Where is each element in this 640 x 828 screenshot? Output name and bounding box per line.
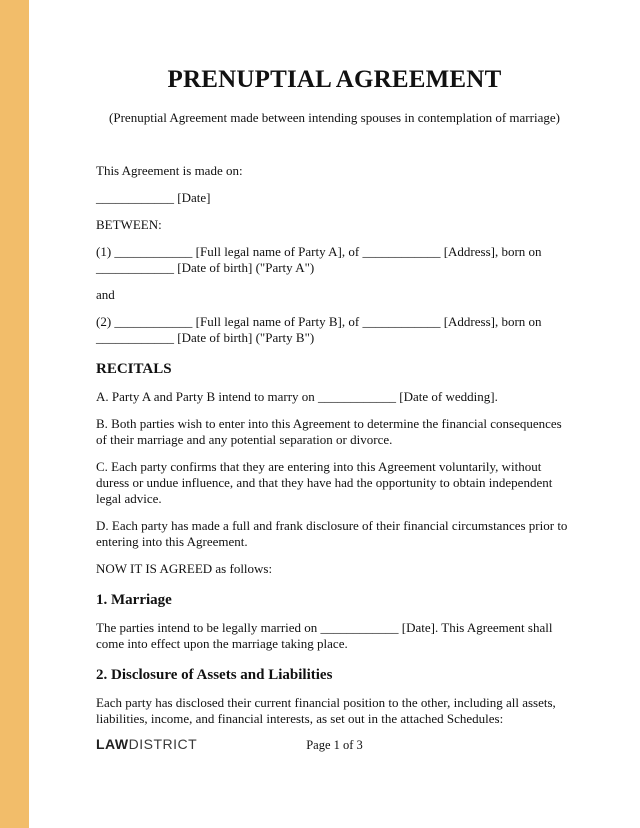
section-2-heading: 2. Disclosure of Assets and Liabilities	[96, 667, 333, 683]
document-page	[29, 0, 640, 828]
document-subtitle: (Prenuptial Agreement made between intending spouses in contemplation of marriage)	[109, 110, 560, 125]
recital-b: B. Both parties wish to enter into this Agreement to determine the financial consequences of their marriage and any potential separation or divorce.	[96, 416, 562, 447]
between-label: BETWEEN:	[96, 217, 162, 232]
section-1-text: The parties intend to be legally married on ____________ [Date]. This Agreement shall come into effect upon the marriage taking place.	[96, 620, 553, 651]
section-1-heading: 1. Marriage	[96, 592, 172, 608]
recital-d: D. Each party has made a full and frank disclosure of their financial circumstances prior to entering into this Agreement.	[96, 518, 568, 549]
and-label: and	[96, 287, 115, 302]
recitals-heading: RECITALS	[96, 361, 172, 377]
lawdistrict-logo: LAWDISTRICT	[96, 736, 198, 752]
section-2-text: Each party has disclosed their current financial position to the other, including all assets, liabilities, income, and financial interests, as set out in the attached Schedules:	[96, 695, 556, 726]
document-title: PRENUPTIAL AGREEMENT	[167, 66, 502, 93]
document-body	[96, 163, 571, 727]
page-number: Page 1 of 3	[306, 738, 363, 752]
recital-c: C. Each party confirms that they are entering into this Agreement voluntarily, without duress or undue influence, and that they have had the opportunity to obtain independent legal advice.	[96, 459, 553, 506]
side-accent-bar	[0, 0, 29, 828]
agreed-text: NOW IT IS AGREED as follows:	[96, 561, 273, 576]
party-b-text: (2) ____________ [Full legal name of Party B], of ____________ [Address], born on ____________ [Date of birth] ("Party B")	[96, 314, 542, 345]
made-on-text: This Agreement is made on:	[96, 163, 243, 178]
date-line: ____________ [Date]	[96, 190, 211, 205]
recital-a: A. Party A and Party B intend to marry on ____________ [Date of wedding].	[96, 389, 498, 404]
party-a-text: (1) ____________ [Full legal name of Party A], of ____________ [Address], born on ____________ [Date of birth] ("Party A")	[96, 244, 542, 275]
